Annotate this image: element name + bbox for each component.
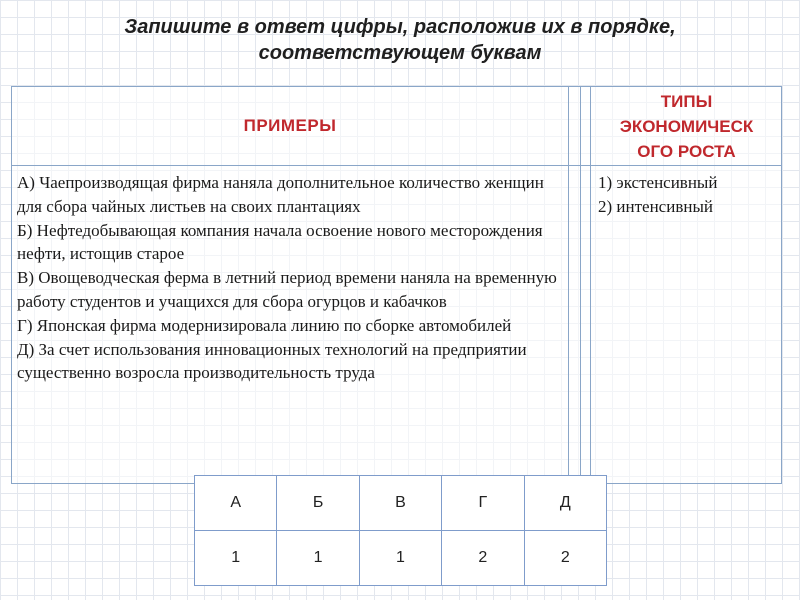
type-item-intensive: 2) интенсивный <box>598 196 713 216</box>
example-item-b: Б) Нефтедобывающая компания начала освоение нового месторождения нефти, истощив старое <box>17 220 543 264</box>
answer-letter-cell: В <box>359 476 441 531</box>
example-item-d: Д) За счет использования инновационных технологий на предприятии существенно возросла производительность труда <box>17 339 527 383</box>
answer-letter-cell: Б <box>277 476 359 531</box>
answer-digit-cell: 2 <box>442 531 524 586</box>
examples-list <box>17 171 565 385</box>
task-title-line-1: Запишите в ответ цифры, расположив их в порядке, <box>124 16 676 38</box>
column-divider <box>580 87 581 483</box>
types-header <box>592 87 781 165</box>
types-header-line: ЭКОНОМИЧЕСК <box>619 116 754 136</box>
column-divider <box>590 87 591 483</box>
types-header-line: ОГО РОСТА <box>637 141 736 161</box>
answer-letter-cell: Г <box>442 476 524 531</box>
examples-table <box>11 86 782 484</box>
column-divider <box>568 87 569 483</box>
answer-letter-cell: Д <box>524 476 606 531</box>
answer-digit-cell: 1 <box>195 531 277 586</box>
header-divider <box>12 165 781 166</box>
answer-digit-cell: 1 <box>277 531 359 586</box>
task-title <box>0 14 800 66</box>
type-item-extensive: 1) экстенсивный <box>598 173 718 192</box>
examples-header: ПРИМЕРЫ <box>243 116 337 135</box>
answer-digit-cell: 1 <box>359 531 441 586</box>
answer-table <box>194 475 607 586</box>
answer-digit-cell: 2 <box>524 531 606 586</box>
example-item-v: В) Овощеводческая ферма в летний период времени наняла на временную работу студентов и учащихся для сбора огурцов и кабачков <box>17 268 557 311</box>
answer-letter-cell: А <box>195 476 277 531</box>
types-header-line: ТИПЫ <box>660 91 713 111</box>
answer-digits-row <box>195 531 607 586</box>
example-item-g: Г) Японская фирма модернизировала линию по сборке автомобилей <box>17 315 512 335</box>
example-item-a: А) Чаепроизводящая фирма наняла дополнительное количество женщин для сбора чайных листьев на своих плантациях <box>17 173 544 216</box>
answer-letters-row <box>195 476 607 531</box>
task-title-line-2: соответствующем буквам <box>258 42 542 64</box>
types-list <box>598 171 778 219</box>
